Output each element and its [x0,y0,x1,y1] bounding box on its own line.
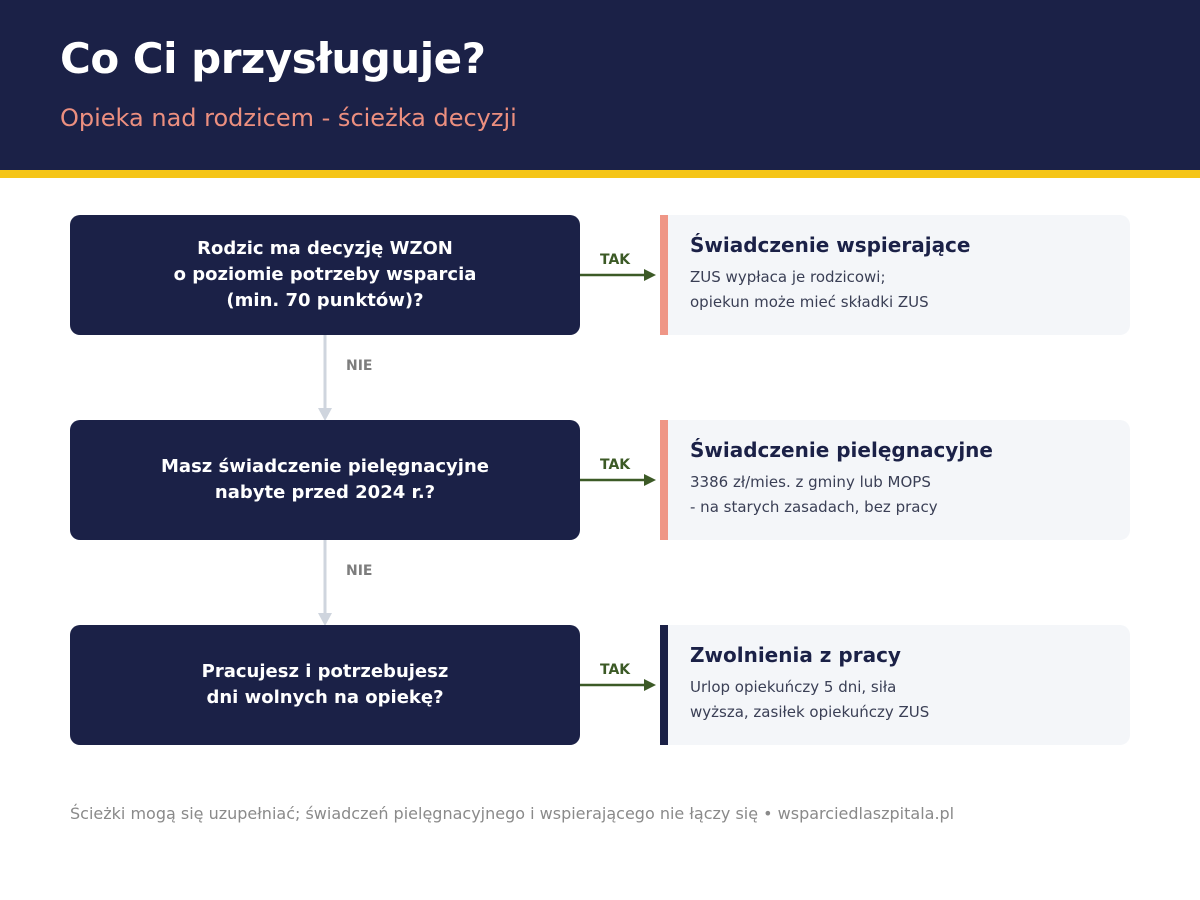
result-title: Świadczenie pielęgnacyjne [690,438,993,462]
question-box-wzon: Rodzic ma decyzję WZON o poziomie potrzeby wsparcia (min. 70 punktów)? [70,215,580,335]
yes-arrow [580,473,656,487]
no-arrow [317,335,333,421]
no-arrow [317,540,333,626]
result-description: ZUS wypłaca je rodzicowi; opiekun może mieć składki ZUS [690,268,929,311]
yes-arrow [580,268,656,282]
result-description: 3386 zł/mies. z gminy lub MOPS - na starych zasadach, bez pracy [690,473,938,516]
result-title: Świadczenie wspierające [690,233,971,257]
result-card-pielegnacyjne [660,420,1130,540]
yes-label: TAK [600,662,631,678]
question-box-praca: Pracujesz i potrzebujesz dni wolnych na opiekę? [70,625,580,745]
footer-note: Ścieżki mogą się uzupełniać; świadczeń pielęgnacyjnego i wspierającego nie łączy się • wsparciedlaszpitala.pl [70,804,955,823]
result-card-zwolnienia [660,625,1130,745]
header [0,0,1200,170]
page-title: Co Ci przysługuje? [60,34,486,83]
result-title: Zwolnienia z pracy [690,643,901,667]
no-label: NIE [346,358,373,374]
header-accent-bar [0,170,1200,178]
no-label: NIE [346,563,373,579]
yes-label: TAK [600,457,631,473]
result-description: Urlop opiekuńczy 5 dni, siła wyższa, zasiłek opiekuńczy ZUS [690,678,930,721]
yes-arrow [580,678,656,692]
page-subtitle: Opieka nad rodzicem - ścieżka decyzji [60,104,517,132]
result-card-wspierajace [660,215,1130,335]
question-box-pielegnacyjne: Masz świadczenie pielęgnacyjne nabyte przed 2024 r.? [70,420,580,540]
yes-label: TAK [600,252,631,268]
